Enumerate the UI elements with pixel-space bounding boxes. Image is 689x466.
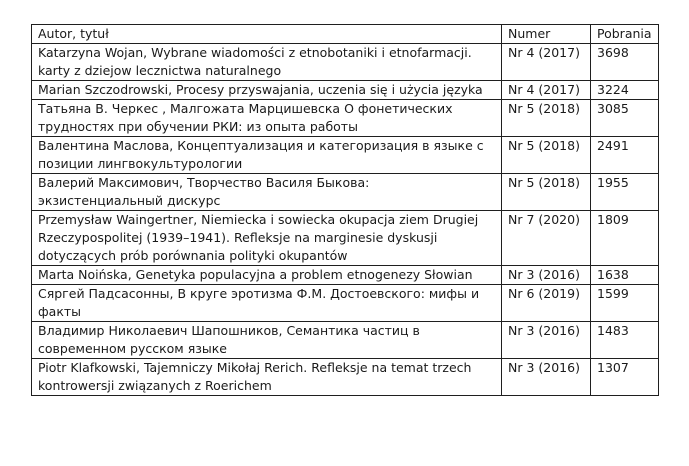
cell-number: Nr 3 (2016) xyxy=(502,266,591,285)
table-row xyxy=(32,285,659,322)
cell-downloads: 1599 xyxy=(591,285,659,322)
cell-downloads: 1955 xyxy=(591,174,659,211)
table-row xyxy=(32,322,659,359)
cell-author-title: Marian Szczodrowski, Procesy przyswajania, uczenia się i użycia języka xyxy=(32,81,502,100)
cell-number: Nr 3 (2016) xyxy=(502,359,591,396)
cell-number: Nr 3 (2016) xyxy=(502,322,591,359)
cell-number: Nr 4 (2017) xyxy=(502,81,591,100)
cell-author-title: Katarzyna Wojan, Wybrane wiadomości z etnobotaniki i etnofarmacji. karty z dziejow lecznictwa naturalnego xyxy=(32,44,502,81)
table-row xyxy=(32,81,659,100)
cell-number: Nr 5 (2018) xyxy=(502,174,591,211)
header-number: Numer xyxy=(502,25,591,44)
downloads-table xyxy=(31,24,659,396)
table-row xyxy=(32,137,659,174)
table-row xyxy=(32,100,659,137)
table-row xyxy=(32,174,659,211)
table-row xyxy=(32,44,659,81)
cell-downloads: 1809 xyxy=(591,211,659,266)
header-author-title: Autor, tytuł xyxy=(32,25,502,44)
header-downloads: Pobrania xyxy=(591,25,659,44)
cell-number: Nr 4 (2017) xyxy=(502,44,591,81)
table-row xyxy=(32,211,659,266)
cell-downloads: 3224 xyxy=(591,81,659,100)
cell-number: Nr 5 (2018) xyxy=(502,137,591,174)
cell-author-title: Piotr Klafkowski, Tajemniczy Mikołaj Rerich. Refleksje na temat trzech kontrowersji związanych z Roerichem xyxy=(32,359,502,396)
table-row xyxy=(32,359,659,396)
cell-author-title: Валерий Максимович, Творчество Василя Быкова: экзистенциальный дискурс xyxy=(32,174,502,211)
cell-downloads: 3085 xyxy=(591,100,659,137)
cell-author-title: Marta Noińska, Genetyka populacyjna a problem etnogenezy Słowian xyxy=(32,266,502,285)
cell-number: Nr 5 (2018) xyxy=(502,100,591,137)
cell-number: Nr 6 (2019) xyxy=(502,285,591,322)
cell-author-title: Przemysław Waingertner, Niemiecka i sowiecka okupacja ziem Drugiej Rzeczypospolitej (1939–1941). Refleksje na marginesie dyskusji dotyczących prób porównania polityki okupantów xyxy=(32,211,502,266)
cell-number: Nr 7 (2020) xyxy=(502,211,591,266)
cell-author-title: Валентина Маслова, Концептуализация и категоризация в языке с позиции лингвокультурологии xyxy=(32,137,502,174)
cell-author-title: Владимир Николаевич Шапошников, Семантика частиц в современном русском языке xyxy=(32,322,502,359)
cell-author-title: Татьяна В. Черкес , Малгожата Марцишевска О фонетических трудностях при обучении РКИ: из опыта работы xyxy=(32,100,502,137)
cell-downloads: 3698 xyxy=(591,44,659,81)
table-header-row xyxy=(32,25,659,44)
cell-downloads: 2491 xyxy=(591,137,659,174)
cell-downloads: 1307 xyxy=(591,359,659,396)
cell-author-title: Сяргей Падсасонны, В круге эротизма Ф.М. Достоевского: мифы и факты xyxy=(32,285,502,322)
cell-downloads: 1483 xyxy=(591,322,659,359)
cell-downloads: 1638 xyxy=(591,266,659,285)
table-row xyxy=(32,266,659,285)
